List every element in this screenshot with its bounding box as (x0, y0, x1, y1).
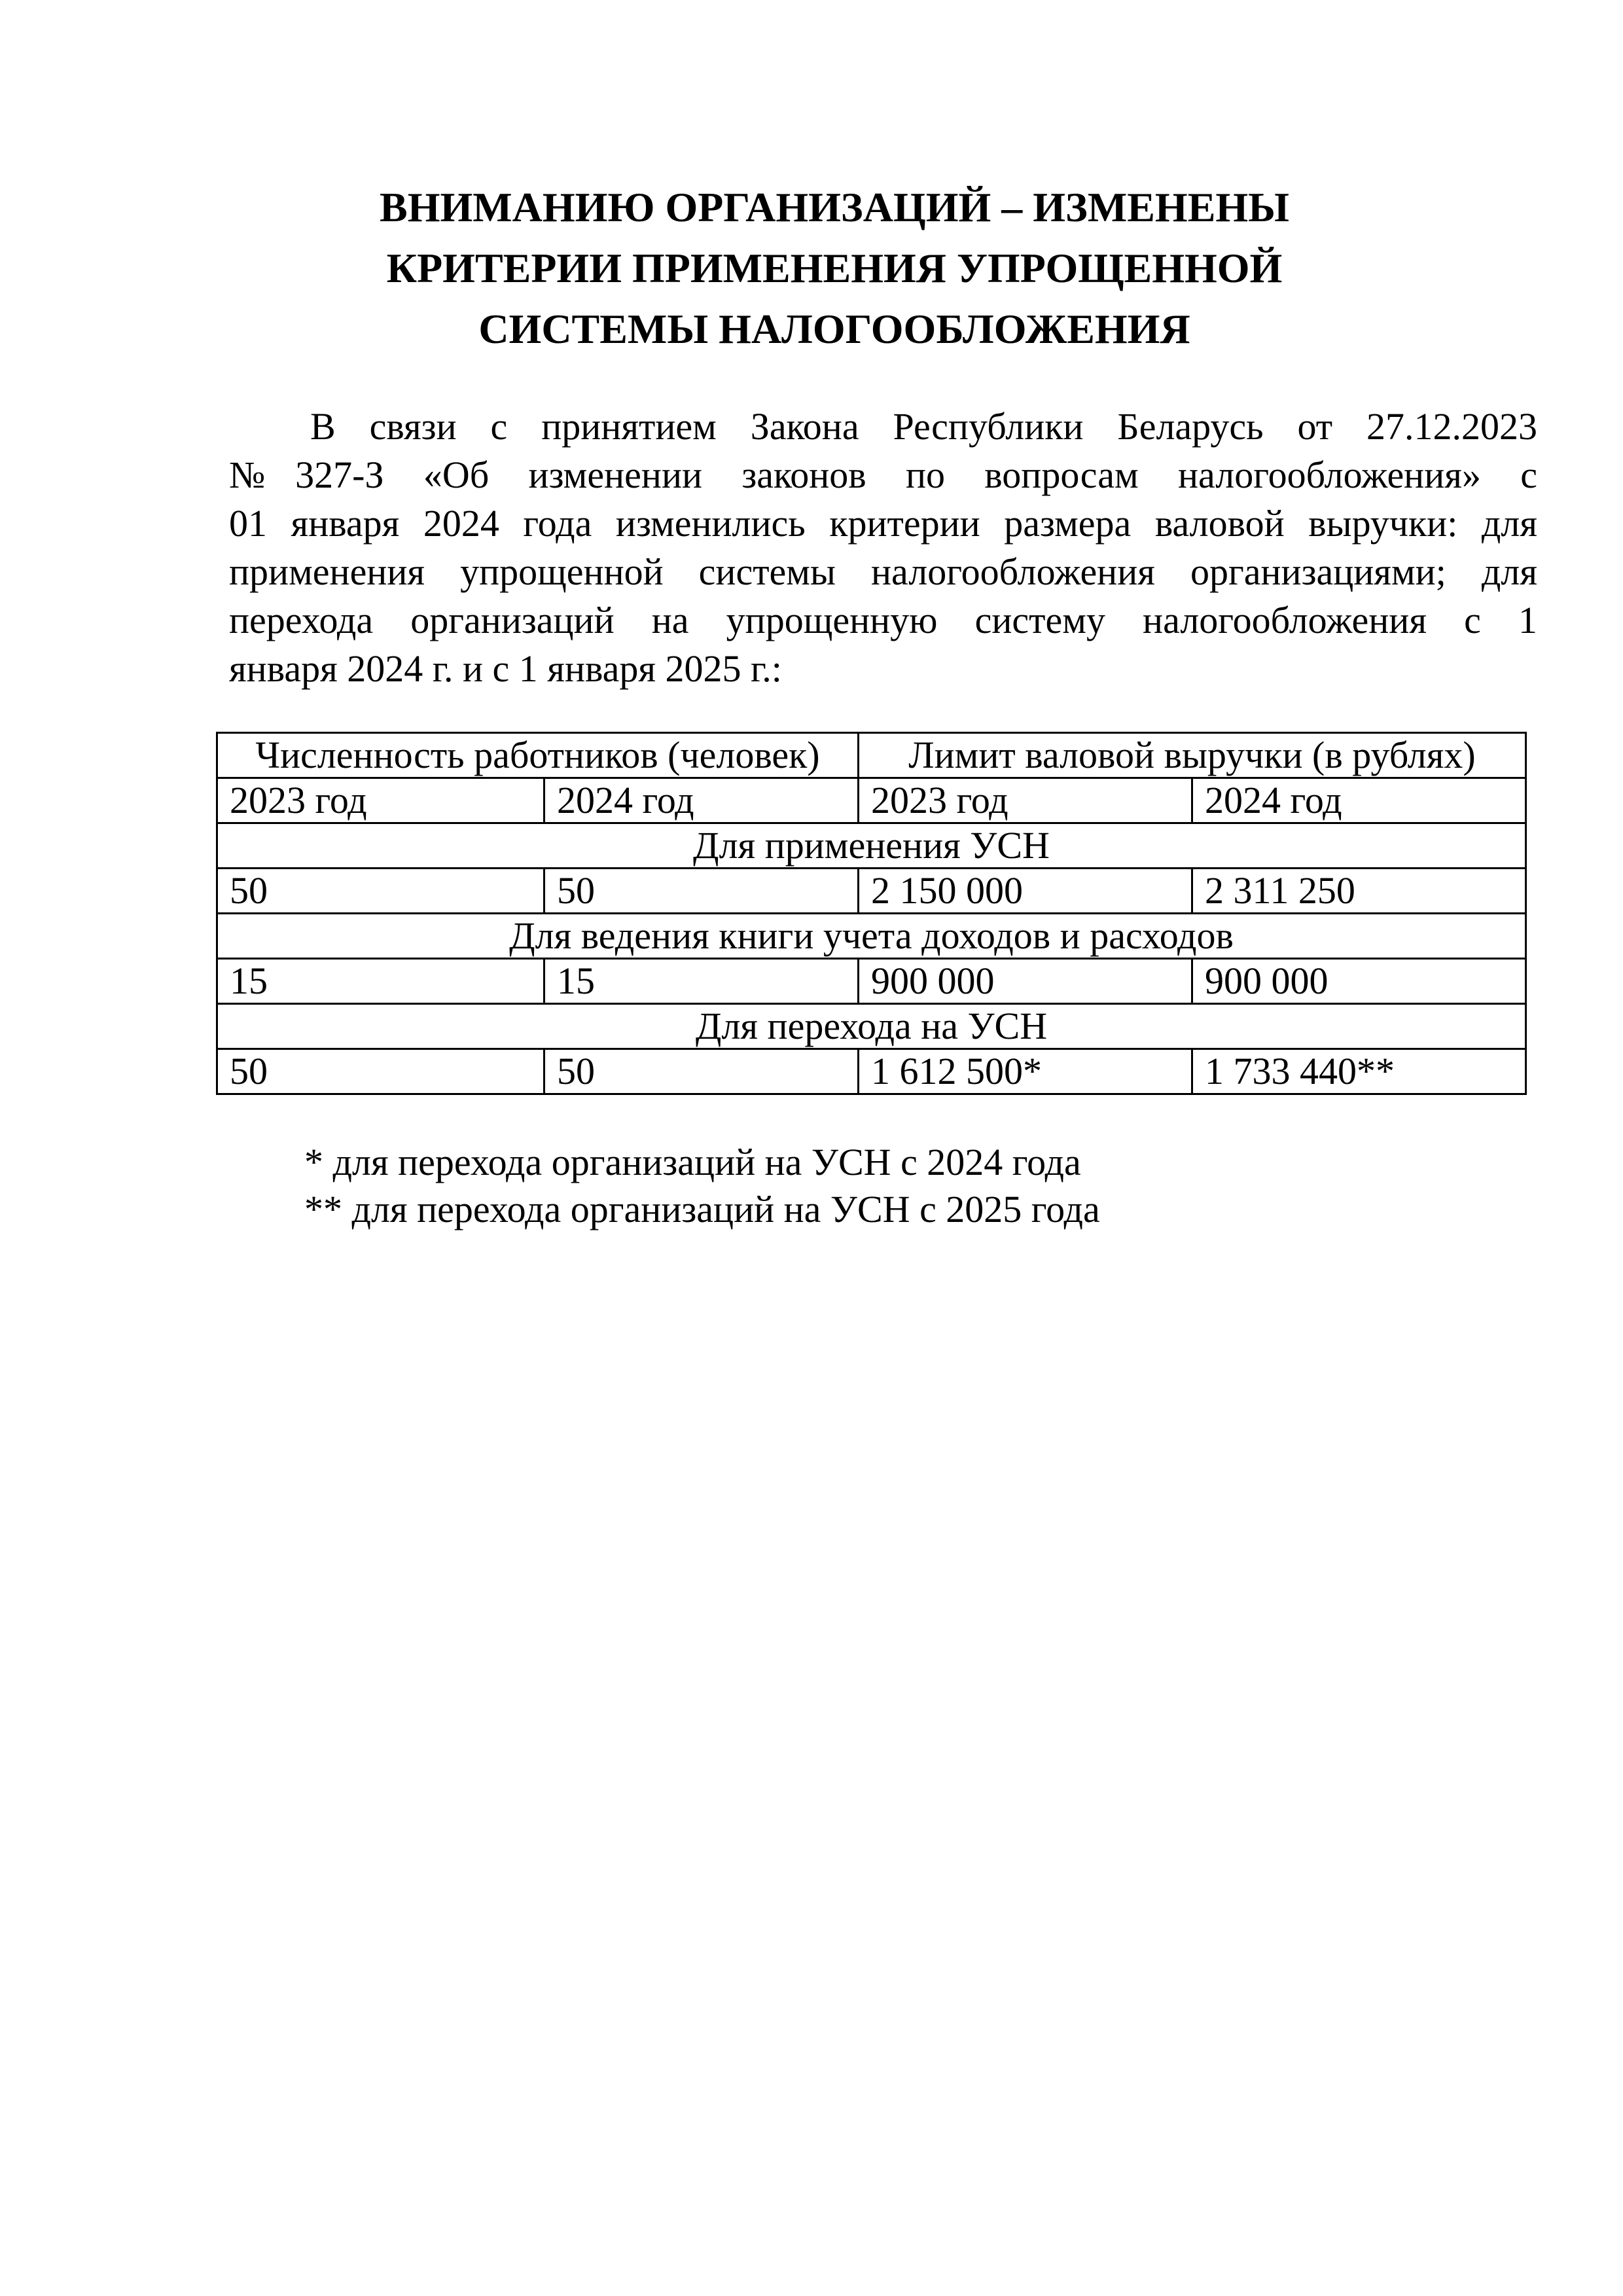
table-cell: 15 (544, 959, 859, 1004)
table-cell: 15 (217, 959, 544, 1004)
title-line: ВНИМАНИЮ ОРГАНИЗАЦИЙ – ИЗМЕНЕНЫ (380, 184, 1289, 230)
header-year-cell: 2023 год (859, 778, 1192, 823)
table-cell: 2 150 000 (859, 869, 1192, 914)
table-cell: 2 311 250 (1192, 869, 1526, 914)
table-cell: 50 (544, 1049, 859, 1094)
title-line: КРИТЕРИИ ПРИМЕНЕНИЯ УПРОЩЕННОЙ (386, 245, 1283, 291)
header-year-cell: 2024 год (544, 778, 859, 823)
header-year-cell: 2023 год (217, 778, 544, 823)
table-cell: 50 (544, 869, 859, 914)
paragraph-line: №327-З «Об изменении законов по вопросам налогообложения» с (229, 454, 1537, 496)
table-cell: 50 (217, 869, 544, 914)
footnote: * для перехода организаций на УСН с 2024 года (304, 1141, 1081, 1183)
paragraph-line: января 2024 г. и с 1 января 2025 г.: (229, 647, 782, 690)
table-section-row (217, 914, 1526, 959)
table-cell: 900 000 (1192, 959, 1526, 1004)
section-label: Для применения УСН (217, 823, 1526, 869)
table-cell: 1 612 500* (859, 1049, 1192, 1094)
footnote: ** для перехода организаций на УСН с 2025 года (304, 1188, 1100, 1230)
title-line: СИСТЕМЫ НАЛОГООБЛОЖЕНИЯ (478, 306, 1190, 352)
table-header-row (217, 733, 1526, 778)
section-label: Для ведения книги учета доходов и расходов (217, 914, 1526, 959)
document-title (229, 177, 1440, 359)
table-cell: 900 000 (859, 959, 1192, 1004)
header-employees: Численность работников (человек) (217, 733, 859, 778)
table-row (217, 1049, 1526, 1094)
section-label: Для перехода на УСН (217, 1004, 1526, 1049)
table-cell: 50 (217, 1049, 544, 1094)
table-row (217, 869, 1526, 914)
header-year-cell: 2024 год (1192, 778, 1526, 823)
table-header-years-row (217, 778, 1526, 823)
header-revenue-limit: Лимит валовой выручки (в рублях) (859, 733, 1526, 778)
footnotes (304, 1139, 1100, 1233)
table-section-row (217, 1004, 1526, 1049)
body-paragraph (229, 403, 1537, 693)
paragraph-line: В связи с принятием Закона Республики Беларусь от 27.12.2023 (310, 405, 1537, 448)
limits-table (216, 732, 1527, 1095)
table-section-row (217, 823, 1526, 869)
paragraph-line: применения упрощенной системы налогообложения организациями; для (229, 550, 1537, 593)
paragraph-line: 01 января 2024 года изменились критерии размера валовой выручки: для (229, 502, 1537, 545)
table-row (217, 959, 1526, 1004)
paragraph-line: перехода организаций на упрощенную систему налогообложения с 1 (229, 599, 1537, 641)
table-cell: 1 733 440** (1192, 1049, 1526, 1094)
